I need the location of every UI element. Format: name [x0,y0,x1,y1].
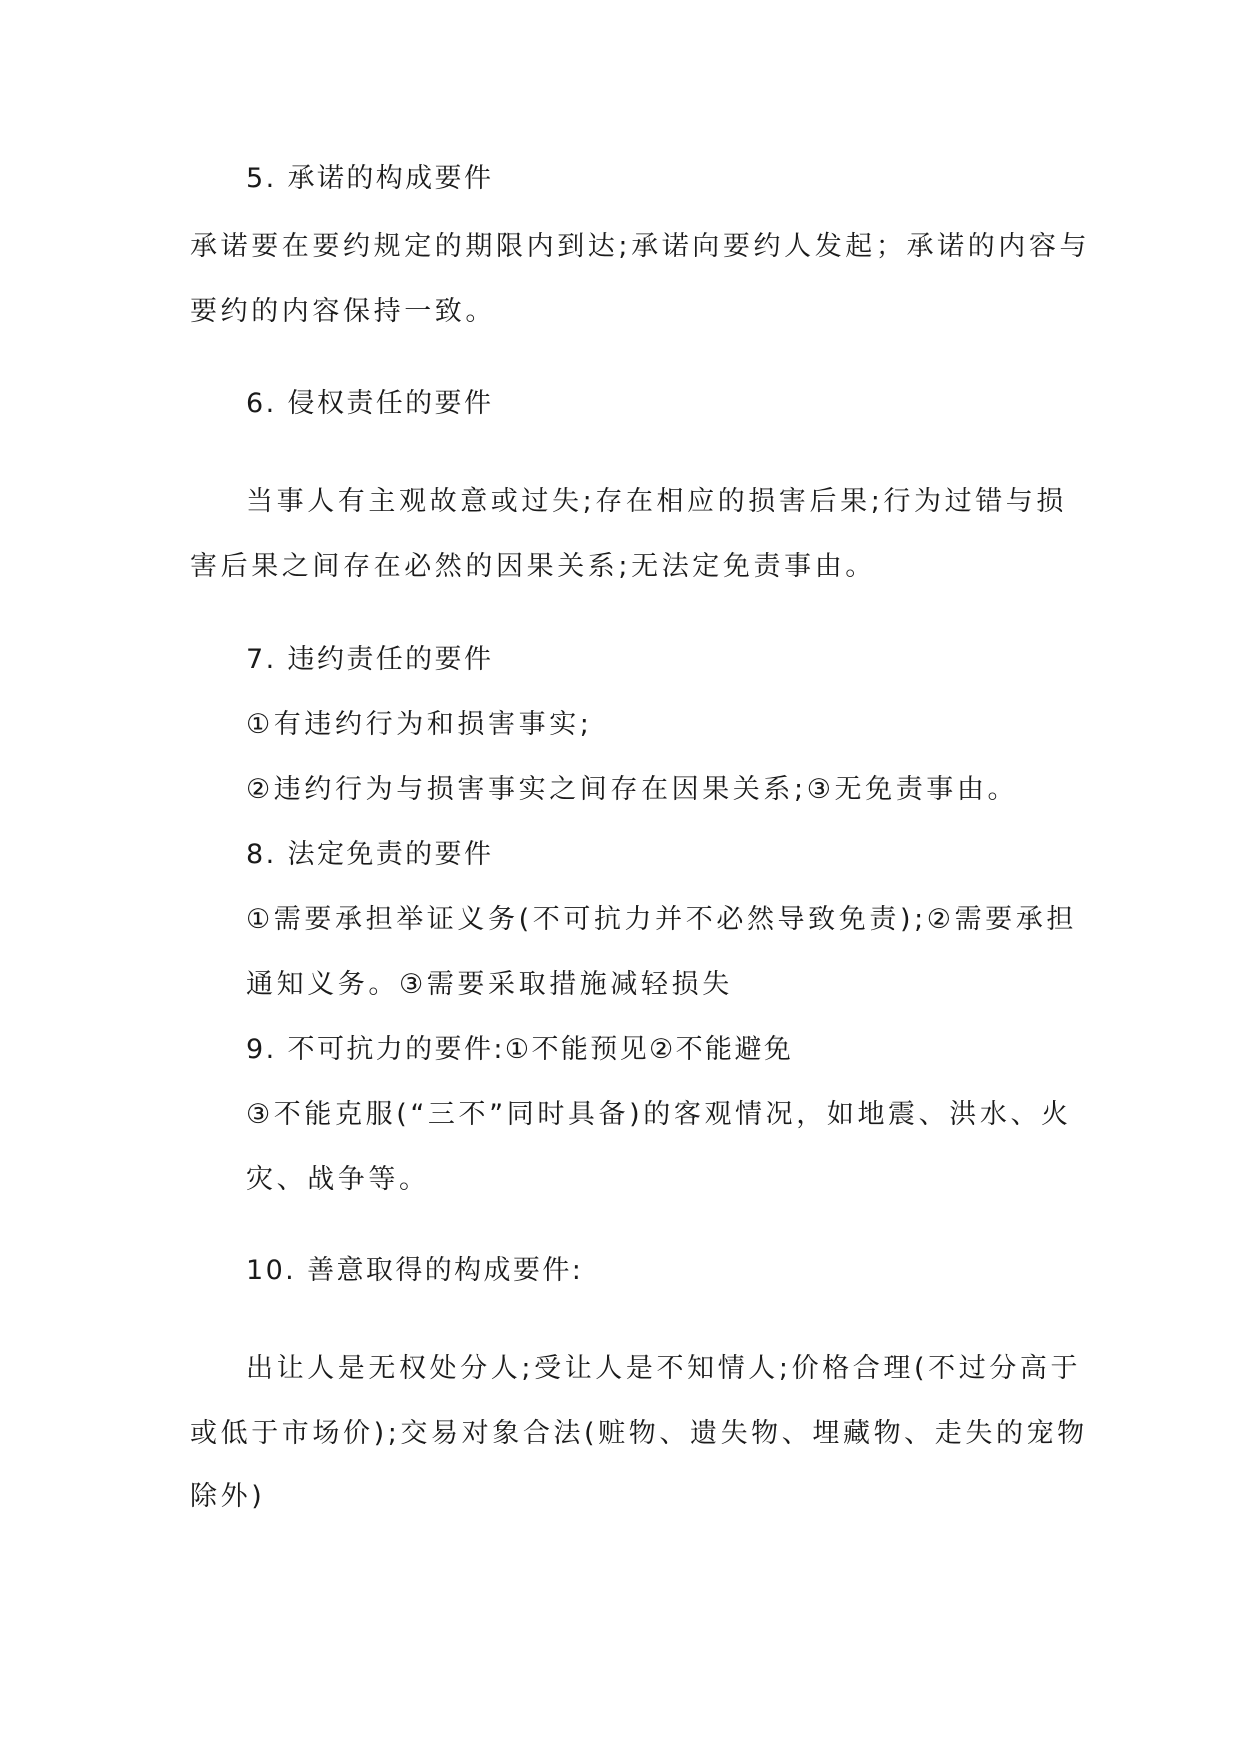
paragraph-breach-item-2-3: ②违约行为与损害事实之间存在因果关系;③无免责事由。 [246,774,1019,805]
paragraph-exemption-line-1: ①需要承担举证义务(不可抗力并不必然导致免责);②需要承担 [246,904,1077,935]
paragraph-tort-line-1: 当事人有主观故意或过失;存在相应的损害后果;行为过错与损 [246,486,1067,517]
paragraph-acceptance-line-2: 要约的内容保持一致。 [190,296,496,327]
heading-force-majeure-requirements: 9. 不可抗力的要件:①不能预见②不能避免 [246,1034,794,1065]
paragraph-force-majeure-line-2: 灾、战争等。 [246,1164,430,1195]
paragraph-breach-item-1: ①有违约行为和损害事实; [246,709,593,740]
heading-good-faith-acquisition-requirements: 10. 善意取得的构成要件: [246,1255,584,1286]
paragraph-tort-line-2: 害后果之间存在必然的因果关系;无法定免责事由。 [190,551,876,582]
paragraph-good-faith-line-3: 除外) [190,1481,266,1512]
heading-tort-liability-requirements: 6. 侵权责任的要件 [246,388,494,419]
paragraph-force-majeure-line-1: ③不能克服(“三不”同时具备)的客观情况，如地震、洪水、火 [246,1099,1072,1130]
paragraph-exemption-line-2: 通知义务。③需要采取措施减轻损失 [246,969,733,1000]
heading-statutory-exemption-requirements: 8. 法定免责的要件 [246,839,494,870]
paragraph-acceptance-line-1: 承诺要在要约规定的期限内到达;承诺向要约人发起；承诺的内容与 [190,231,1091,262]
paragraph-good-faith-line-1: 出让人是无权处分人;受让人是不知情人;价格合理(不过分高于 [246,1353,1082,1384]
heading-acceptance-requirements: 5. 承诺的构成要件 [246,163,494,194]
paragraph-good-faith-line-2: 或低于市场价);交易对象合法(赃物、遗失物、埋藏物、走失的宠物 [190,1418,1088,1449]
heading-breach-liability-requirements: 7. 违约责任的要件 [246,644,494,675]
